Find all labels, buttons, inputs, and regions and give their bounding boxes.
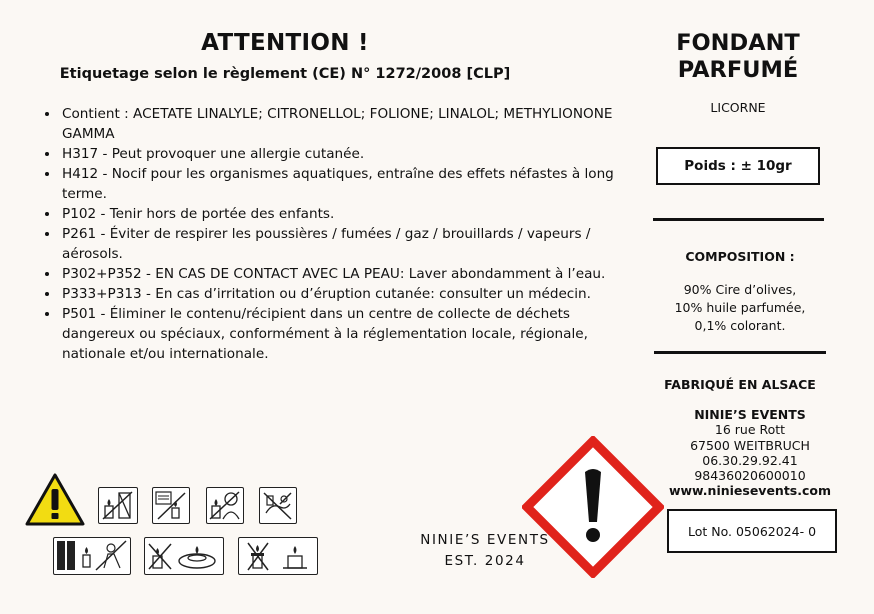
- no-flammable-near-candle-icon: [98, 487, 138, 524]
- product-name-line: PARFUMÉ: [677, 57, 799, 83]
- lot-number: Lot No. 05062024- 0: [687, 523, 817, 539]
- regulation-subtitle: Etiquetage selon le règlement (CE) N° 1272/2008 [CLP]: [59, 66, 511, 82]
- maker-city: 67500 WEITBRUCH: [690, 437, 810, 453]
- maker-address: [650, 407, 850, 499]
- maker-phone: 06.30.29.92.41: [702, 452, 798, 468]
- list-item: • H317 - Peut provoquer une allergie cutanée.: [60, 144, 620, 164]
- company-name: NINIE’S EVENTS: [420, 532, 550, 548]
- maker-website-link[interactable]: www.niniesevents.com: [668, 483, 832, 499]
- no-draft-candle-icon: [152, 487, 190, 524]
- composition-line: 0,1% colorant.: [694, 318, 786, 333]
- hazard-statement-list: [40, 104, 620, 364]
- maker-siret: 98436020600010: [694, 468, 806, 484]
- composition-title: COMPOSITION :: [685, 249, 795, 264]
- weight-box: [656, 147, 820, 185]
- no-water-candle-icon: [144, 537, 224, 575]
- composition-line: 10% huile parfumée,: [674, 300, 806, 315]
- lot-number-box: [667, 509, 837, 553]
- product-variant: LICORNE: [710, 100, 766, 115]
- page-title: ATTENTION !: [201, 30, 369, 56]
- keep-apart-candles-icon: [238, 537, 318, 575]
- list-item: • P261 - Éviter de respirer les poussières / fumées / gaz / brouillards / vapeurs / aérosols.: [60, 224, 620, 264]
- company-footer: [400, 530, 570, 572]
- established-year: EST. 2024: [444, 553, 526, 569]
- list-item: • H412 - Nocif pour les organismes aquatiques, entraîne des effets néfastes à long terme.: [60, 164, 620, 204]
- maker-street: 16 rue Rott: [714, 422, 786, 438]
- made-in-label: FABRIQUÉ EN ALSACE: [664, 377, 816, 392]
- list-item: • P333+P313 - En cas d’irritation ou d’éruption cutanée: consulter un médecin.: [60, 284, 620, 304]
- product-name: [653, 30, 823, 84]
- divider: [653, 218, 824, 221]
- list-item: • Contient : ACETATE LINALYLE; CITRONELLOL; FOLIONE; LINALOL; METHYLIONONE GAMMA: [60, 104, 620, 144]
- no-pets-candle-icon: [259, 487, 297, 524]
- composition-line: 90% Cire d’olives,: [683, 282, 797, 297]
- weight-label: Poids : ± 10gr: [684, 158, 792, 174]
- no-unattended-candle-icon: [53, 537, 131, 575]
- warning-triangle-icon: [24, 472, 86, 528]
- list-item: • P102 - Tenir hors de portée des enfants.: [60, 204, 620, 224]
- divider: [654, 351, 826, 354]
- list-item: • P501 - Éliminer le contenu/récipient dans un centre de collecte de déchets dangereux ou spéciaux, conformément à la réglementation locale, régionale, nationale et/ou internationale.: [60, 304, 620, 364]
- maker-name: NINIE’S EVENTS: [694, 407, 806, 422]
- no-children-candle-icon: [206, 487, 244, 524]
- product-name-line: FONDANT: [676, 30, 800, 56]
- list-item: • P302+P352 - EN CAS DE CONTACT AVEC LA PEAU: Laver abondamment à l’eau.: [60, 264, 620, 284]
- composition-text: [655, 281, 825, 335]
